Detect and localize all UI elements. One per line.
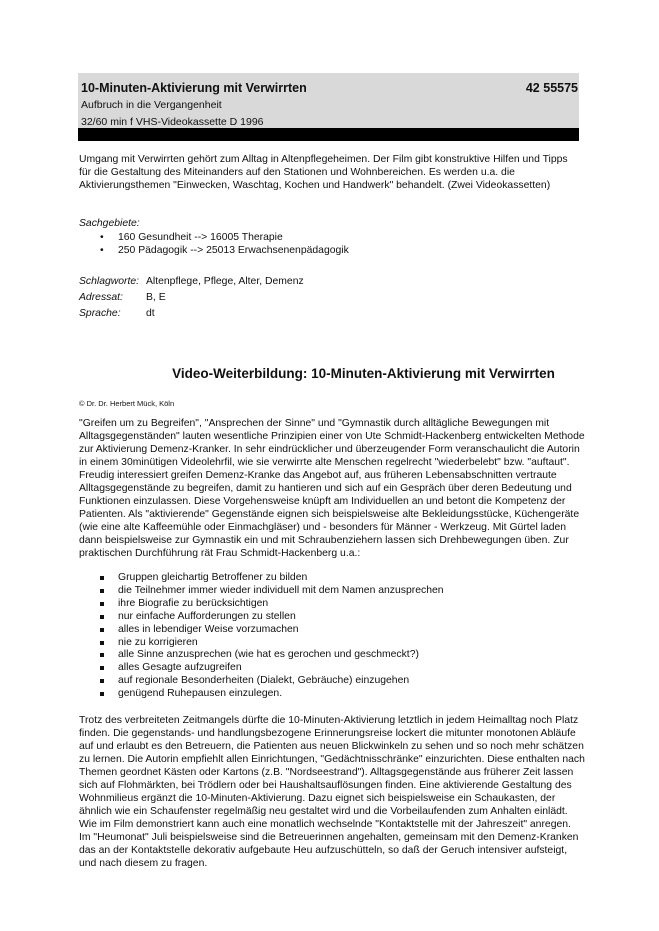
bullet-icon: • [100, 232, 104, 243]
summary-paragraph: Umgang mit Verwirrten gehört zum Alltag in Altenpflegeheimen. Der Film gibt konstruktive Hilfen und Tipps für die Gestaltung des Miteinanders auf den Stationen und Wohnbereichen. Es werden u.a. die Aktivierungsthemen "Einwecken, Waschtag, Kochen und Handwerk" behandelt. (Zwei Videokassetten) [79, 154, 568, 191]
square-bullet-icon [100, 653, 104, 657]
document-subtitle: Aufbruch in die Vergangenheit [81, 99, 222, 111]
list-item: die Teilnehmer immer wieder individuell mit dem Namen anzusprechen [100, 585, 444, 598]
list-item: alle Sinne anzusprechen (wie hat es gerochen und geschmeckt?) [100, 649, 444, 662]
list-item: nur einfache Aufforderungen zu stellen [100, 611, 444, 624]
list-item: ihre Biografie zu berücksichtigen [100, 598, 444, 611]
square-bullet-icon [100, 692, 104, 696]
list-item: auf regionale Besonderheiten (Dialekt, Gebräuche) einzugehen [100, 675, 444, 688]
list-item: Gruppen gleichartig Betroffener zu bilden [100, 572, 444, 585]
media-info: 32/60 min f VHS-Videokassette D 1996 [81, 116, 264, 128]
list-item: alles in lebendiger Weise vorzumachen [100, 624, 444, 637]
square-bullet-icon [100, 589, 104, 593]
square-bullet-icon [100, 679, 104, 683]
sprache-label: Sprache: [79, 308, 121, 319]
catalog-number: 42 55575 [525, 81, 578, 95]
document-title: 10-Minuten-Aktivierung mit Verwirrten [81, 81, 307, 95]
article-credit: © Dr. Dr. Herbert Mück, Köln [79, 399, 175, 408]
schlagworte-label: Schlagworte: [79, 276, 140, 287]
list-item: genügend Ruhepausen einzulegen. [100, 688, 444, 701]
sachgebiete-label: Sachgebiete: [79, 218, 140, 229]
bullet-icon: • [100, 245, 104, 256]
sprache-value: dt [146, 308, 155, 319]
square-bullet-icon [100, 666, 104, 670]
adressat-label: Adressat: [79, 292, 123, 303]
square-bullet-icon [100, 602, 104, 606]
square-bullet-icon [100, 615, 104, 619]
tips-list [100, 572, 444, 701]
article-paragraph-1: "Greifen um zu Begreifen", "Ansprechen der Sinne" und "Gymnastik durch alltägliche Bewegungen mit Alltagsgegenständen" lauten wesentliche Prinzipien einer von Ute Schmidt-Hackenberg entwickelten Methode zur Aktivierung Demenz-Kranker. In sehr eindrücklicher und überzeugender Form veranschaulicht die Autorin in einem 30minütigen Videolehrfil, wie sie verwirrte alte Menschen regelrecht "wiederbelebt" bzw. "auftaut". Freudig interessiert greifen Demenz-Kranke das Angebot auf, aus früheren Lebensabschnitten vertraute Alltagsgegenstände zu begreifen, damit zu hantieren und sich auf ein Gespräch über deren Bedeutung und Funktionen einzulassen. Diese Vorgehensweise knüpft am Individuellen an und betont die Kompetenz der Patienten. Als "aktivierende" Gegenstände eignen sich beispielsweise alte Bekleidungsstücke, Küchengeräte (wie eine alte Kaffeemühle oder Einmachgläser) und - besonders für Männer - Werkzeug. Mit Gürtel laden dann beispielsweise zur Gymnastik ein und mit Schraubenziehern lassen sich Drehbewegungen üben. Zur praktischen Durchführung rät Frau Schmidt-Hackenberg u.a.: [79, 418, 585, 559]
square-bullet-icon [100, 628, 104, 632]
article-paragraph-2: Trotz des verbreiteten Zeitmangels dürfte die 10-Minuten-Aktivierung letztlich in jedem Heimalltag noch Platz finden. Die gegenstands- und handlungsbezogene Erinnerungsreise lockert die mitunter monotonen Abläufe auf und erlaubt es den Betreuern, die Patienten aus neuen Blickwinkeln zu sehen und so noch mehr schätzen zu lernen. Die Autorin empfiehlt allen Einrichtungen, "Gedächtnisschränke" einzurichten. Diese enthalten nach Themen geordnet Kästen oder Kartons (z.B. "Nordseestrand"). Alltagsgegenstände aus früherer Zeit lassen sich auf Flohmärkten, bei Trödlern oder bei Haushaltsauflösungen finden. Eine aktivierende Gestaltung des Wohnmilieus ergänzt die 10-Minuten-Aktivierung. Dazu eignet sich beispielsweise ein Schaukasten, der ähnlich wie ein Schaufenster regelmäßig neu gestaltet wird und die Vorbeilaufenden zum Anhalten einlädt. Wie im Film demonstriert kann auch eine monatlich wechselnde "Kontaktstelle mit der Jahreszeit" anregen. Im "Heumonat" Juli beispielsweise sind die Betreuerinnen angehalten, gemeinsam mit den Demenz-Kranken das an der Kontaktstelle dekorativ aufgebaute Heu aufzuschütteln, so daß der Geruch intensiver aufsteigt, und nach diesem zu fragen. [79, 715, 585, 869]
list-item: nie zu korrigieren [100, 637, 444, 650]
header-rule [78, 128, 579, 141]
square-bullet-icon [100, 576, 104, 580]
list-item: alles Gesagte aufzugreifen [100, 662, 444, 675]
article-headline: Video-Weiterbildung: 10-Minuten-Aktivierung mit Verwirrten [172, 366, 555, 381]
schlagworte-value: Altenpflege, Pflege, Alter, Demenz [146, 276, 304, 287]
adressat-value: B, E [146, 292, 166, 303]
square-bullet-icon [100, 641, 104, 645]
